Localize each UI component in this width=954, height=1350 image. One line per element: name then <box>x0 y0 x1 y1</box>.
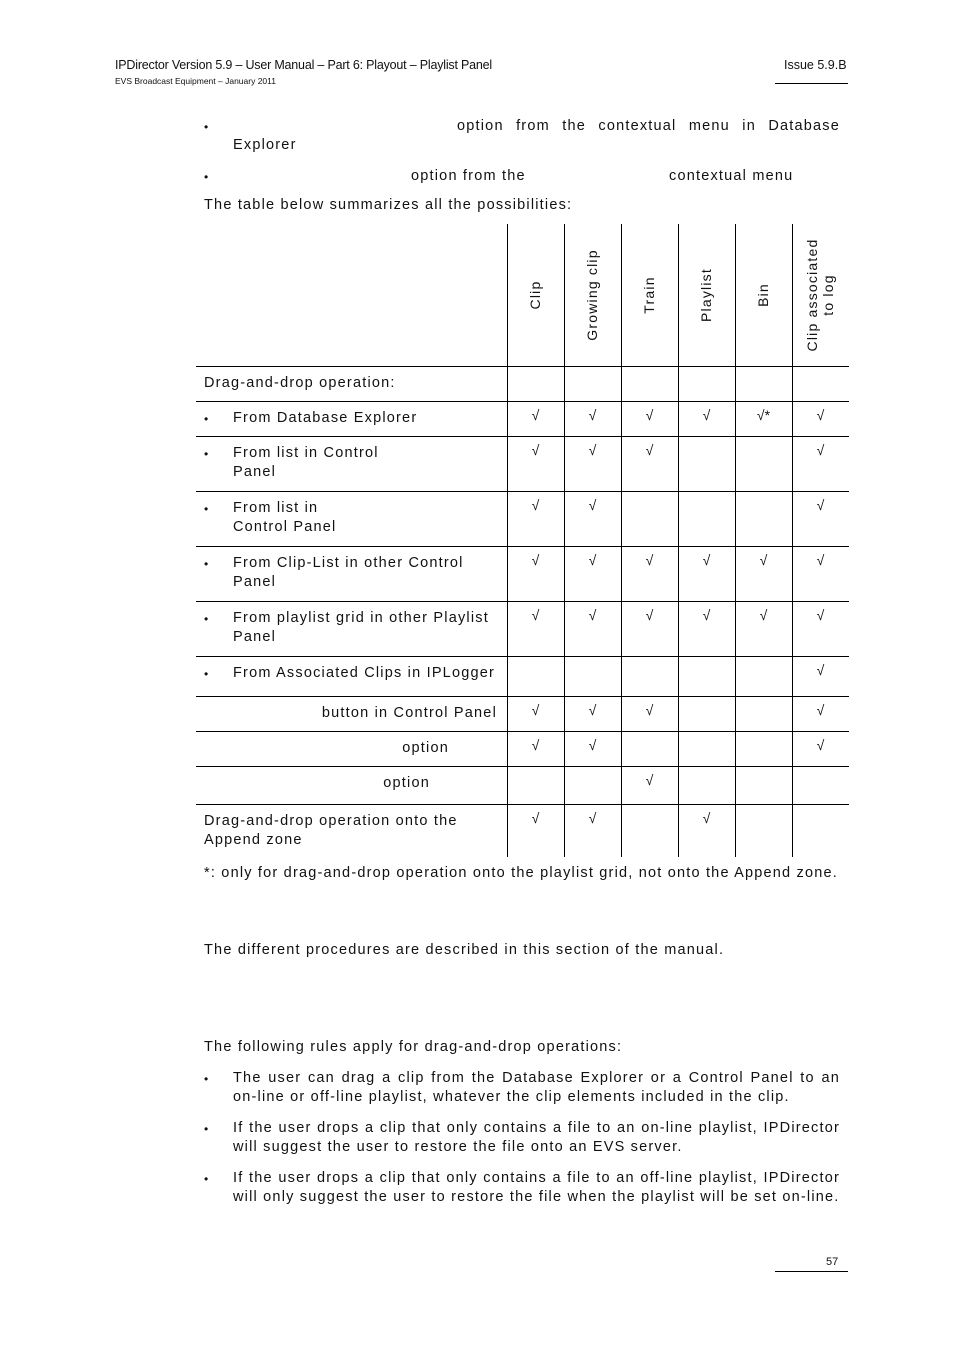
table-row-divider <box>196 766 849 767</box>
table-row-label: Drag-and-drop operation: <box>204 375 396 391</box>
bullet-icon: • <box>204 612 209 626</box>
column-header: Bin <box>754 283 771 307</box>
table-row-label: From list in Control Panel <box>233 445 379 480</box>
table-check-mark: √ <box>588 407 597 423</box>
table-check-mark: √ <box>588 552 597 568</box>
rule-item: If the user drops a clip that only contains a file to an off-line playlist, IPDirector will only suggest the user to restore the file when the playlist will be set on-line. <box>233 1170 840 1205</box>
header-rule <box>775 83 848 84</box>
bullet-icon: • <box>204 557 209 571</box>
table-check-mark: √ <box>588 497 597 513</box>
table-check-mark: √ <box>702 607 711 623</box>
bullet-icon: • <box>204 170 209 184</box>
intro-bullet2b: contextual menu <box>669 168 794 184</box>
rules-intro: The following rules apply for drag-and-drop operations: <box>204 1039 623 1055</box>
table-col-divider <box>792 224 793 857</box>
table-row-label: Drag-and-drop operation onto the Append zone <box>204 813 458 848</box>
table-col-divider <box>621 224 622 857</box>
table-check-mark: √ <box>588 607 597 623</box>
column-header: Train <box>640 276 657 314</box>
table-row-divider <box>196 656 849 657</box>
table-row-divider <box>196 401 849 402</box>
bullet-icon: • <box>204 502 209 516</box>
table-row-label: From Associated Clips in IPLogger <box>233 665 496 681</box>
table-check-mark: √ <box>531 607 540 623</box>
table-check-mark: √ <box>645 772 654 788</box>
table-check-mark: √ <box>588 810 597 826</box>
bullet-icon: • <box>204 447 209 461</box>
table-row-divider <box>196 546 849 547</box>
table-check-mark: √ <box>816 497 825 513</box>
table-row-divider <box>196 366 849 367</box>
intro-bullet1-cont: Explorer <box>233 137 297 153</box>
table-intro: The table below summarizes all the possibilities: <box>204 197 573 213</box>
column-header: Playlist <box>697 268 714 322</box>
table-row-divider <box>196 601 849 602</box>
column-header: Clip associated to log <box>803 238 836 352</box>
intro-bullet2a: option from the <box>411 168 526 184</box>
table-footnote: *: only for drag-and-drop operation onto the playlist grid, not onto the Append zone. <box>204 865 839 881</box>
table-row-divider <box>196 491 849 492</box>
table-check-mark: √ <box>816 702 825 718</box>
table-row-label: button in Control Panel <box>321 705 497 721</box>
table-check-mark: √ <box>588 702 597 718</box>
table-check-mark: √ <box>816 607 825 623</box>
page-number: 57 <box>826 1256 839 1268</box>
bullet-icon: • <box>204 1072 209 1086</box>
table-check-mark: √ <box>531 737 540 753</box>
procedures-text: The different procedures are described in this section of the manual. <box>204 942 725 958</box>
table-row-label: From playlist grid in other Playlist Panel <box>233 610 489 645</box>
column-header: Growing clip <box>583 249 600 341</box>
table-row-label: option <box>383 775 430 791</box>
table-check-mark: √ <box>816 737 825 753</box>
table-col-divider <box>678 224 679 857</box>
table-row-label: From Clip-List in other Control Panel <box>233 555 464 590</box>
bullet-icon: • <box>204 1122 209 1136</box>
table-check-mark: √ <box>531 810 540 826</box>
bullet-icon: • <box>204 667 209 681</box>
bullet-icon: • <box>204 1172 209 1186</box>
table-check-mark: √ <box>759 552 768 568</box>
table-check-mark: √ <box>816 407 825 423</box>
table-check-mark: √ <box>645 607 654 623</box>
intro-bullet1: option from the contextual menu in Database <box>457 118 840 134</box>
table-check-mark: √ <box>816 662 825 678</box>
table-row-divider <box>196 804 849 805</box>
table-row-divider <box>196 731 849 732</box>
rule-item: The user can drag a clip from the Database Explorer or a Control Panel to an on-line or off-line playlist, whatever the clip elements included in the clip. <box>233 1070 840 1105</box>
table-col-divider <box>564 224 565 857</box>
table-check-mark: √* <box>756 407 771 423</box>
table-check-mark: √ <box>645 407 654 423</box>
footer-rule <box>775 1271 848 1272</box>
table-check-mark: √ <box>531 497 540 513</box>
table-check-mark: √ <box>645 552 654 568</box>
rule-item: If the user drops a clip that only contains a file to an on-line playlist, IPDirector will suggest the user to restore the file onto an EVS server. <box>233 1120 840 1155</box>
table-row-divider <box>196 436 849 437</box>
table-row-label: From Database Explorer <box>233 410 418 426</box>
table-check-mark: √ <box>645 702 654 718</box>
bullet-icon: • <box>204 412 209 426</box>
table-check-mark: √ <box>588 442 597 458</box>
table-check-mark: √ <box>531 702 540 718</box>
table-col-divider <box>735 224 736 857</box>
table-row-divider <box>196 696 849 697</box>
table-col-divider <box>507 224 508 857</box>
header-title: IPDirector Version 5.9 – User Manual – Part 6: Playout – Playlist Panel <box>115 58 492 72</box>
table-row-label: From list in Control Panel <box>233 500 337 535</box>
table-check-mark: √ <box>702 407 711 423</box>
table-check-mark: √ <box>759 607 768 623</box>
table-check-mark: √ <box>531 407 540 423</box>
table-check-mark: √ <box>531 552 540 568</box>
table-check-mark: √ <box>702 810 711 826</box>
table-check-mark: √ <box>588 737 597 753</box>
table-check-mark: √ <box>531 442 540 458</box>
table-check-mark: √ <box>645 442 654 458</box>
table-check-mark: √ <box>816 552 825 568</box>
bullet-icon: • <box>204 120 209 134</box>
table-check-mark: √ <box>702 552 711 568</box>
table-check-mark: √ <box>816 442 825 458</box>
column-header: Clip <box>526 280 543 310</box>
table-row-label: option <box>402 740 449 756</box>
header-issue: Issue 5.9.B <box>784 58 847 72</box>
page-header <box>115 58 492 86</box>
header-subtitle: EVS Broadcast Equipment – January 2011 <box>115 76 276 86</box>
